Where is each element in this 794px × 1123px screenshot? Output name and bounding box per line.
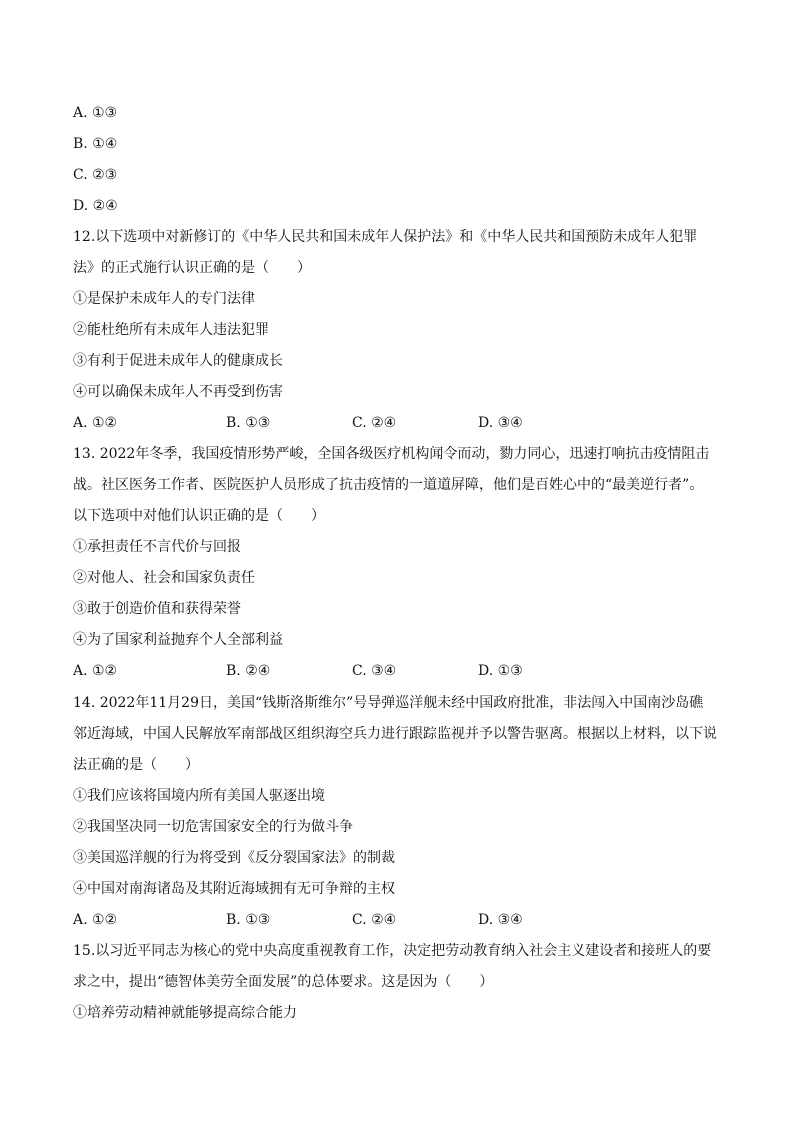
q13-option-a: A. ①② xyxy=(73,663,118,679)
q14-option-d: D. ③④ xyxy=(478,912,523,928)
q14-option-a: A. ①② xyxy=(73,912,118,928)
q13-stem-line-2: 战。社区医务工作者、医院医护人员形成了抗击疫情的一道道屏障，他们是百姓心中的“最美逆行者”。 xyxy=(73,477,704,493)
q14-option-c: C. ②④ xyxy=(352,912,397,928)
q12-item-2: ②能杜绝所有未成年人违法犯罪 xyxy=(73,322,269,338)
q14-stem-line-1: 14. 2022年11月29日，美国“钱斯洛斯维尔”号导弹巡洋舰未经中国政府批准，非法闯入中国南沙岛礁 xyxy=(73,695,704,711)
q14-stem-line-2: 邻近海域，中国人民解放军南部战区组织海空兵力进行跟踪监视并予以警告驱离。根据以上材料，以下说 xyxy=(73,726,717,742)
q14-item-1: ①我们应该将国境内所有美国人驱逐出境 xyxy=(73,788,325,804)
q12-item-3: ③有利于促进未成年人的健康成长 xyxy=(73,353,283,369)
option-d: D. ②④ xyxy=(73,198,118,214)
q13-item-2: ②对他人、社会和国家负责任 xyxy=(73,570,255,586)
q13-option-c: C. ③④ xyxy=(352,663,397,679)
q14-item-4: ④中国对南海诸岛及其附近海域拥有无可争辩的主权 xyxy=(73,881,395,897)
q15-item-1: ①培养劳动精神就能够提高综合能力 xyxy=(73,1005,297,1021)
q12-stem-line-1: 12.以下选项中对新修订的《中华人民共和国未成年人保护法》和《中华人民共和国预防未成年人犯罪 xyxy=(73,229,698,245)
q14-item-3: ③美国巡洋舰的行为将受到《反分裂国家法》的制裁 xyxy=(73,850,395,866)
q12-item-4: ④可以确保未成年人不再受到伤害 xyxy=(73,384,283,400)
option-c: C. ②③ xyxy=(73,167,118,183)
q13-option-b: B. ②④ xyxy=(226,663,271,679)
q13-option-d: D. ①③ xyxy=(478,663,523,679)
q12-option-a: A. ①② xyxy=(73,415,118,431)
q12-stem-line-2: 法》的正式施行认识正确的是（ ） xyxy=(73,260,311,276)
q13-item-1: ①承担责任不言代价与回报 xyxy=(73,539,241,555)
q13-item-4: ④为了国家利益抛弃个人全部利益 xyxy=(73,632,283,648)
q12-option-c: C. ②④ xyxy=(352,415,397,431)
q15-stem-line-1: 15.以习近平同志为核心的党中央高度重视教育工作，决定把劳动教育纳入社会主义建设者和接班人的要 xyxy=(73,943,712,959)
q13-item-3: ③敢于创造价值和获得荣誉 xyxy=(73,601,241,617)
q14-option-b: B. ①③ xyxy=(226,912,271,928)
q12-option-b: B. ①③ xyxy=(226,415,271,431)
q12-item-1: ①是保护未成年人的专门法律 xyxy=(73,291,255,307)
q13-stem-line-1: 13. 2022年冬季，我国疫情形势严峻，全国各级医疗机构闻令而动，勠力同心，迅速打响抗击疫情阻击 xyxy=(73,446,710,462)
option-a: A. ①③ xyxy=(73,105,118,121)
option-b: B. ①④ xyxy=(73,136,118,152)
q13-stem-line-3: 以下选项中对他们认识正确的是（ ） xyxy=(73,508,325,524)
q15-stem-line-2: 求之中，提出“德智体美劳全面发展”的总体要求。这是因为（ ） xyxy=(73,974,494,990)
q12-option-d: D. ③④ xyxy=(478,415,523,431)
q14-stem-line-3: 法正确的是（ ） xyxy=(73,757,199,773)
q14-item-2: ②我国坚决同一切危害国家安全的行为做斗争 xyxy=(73,819,353,835)
